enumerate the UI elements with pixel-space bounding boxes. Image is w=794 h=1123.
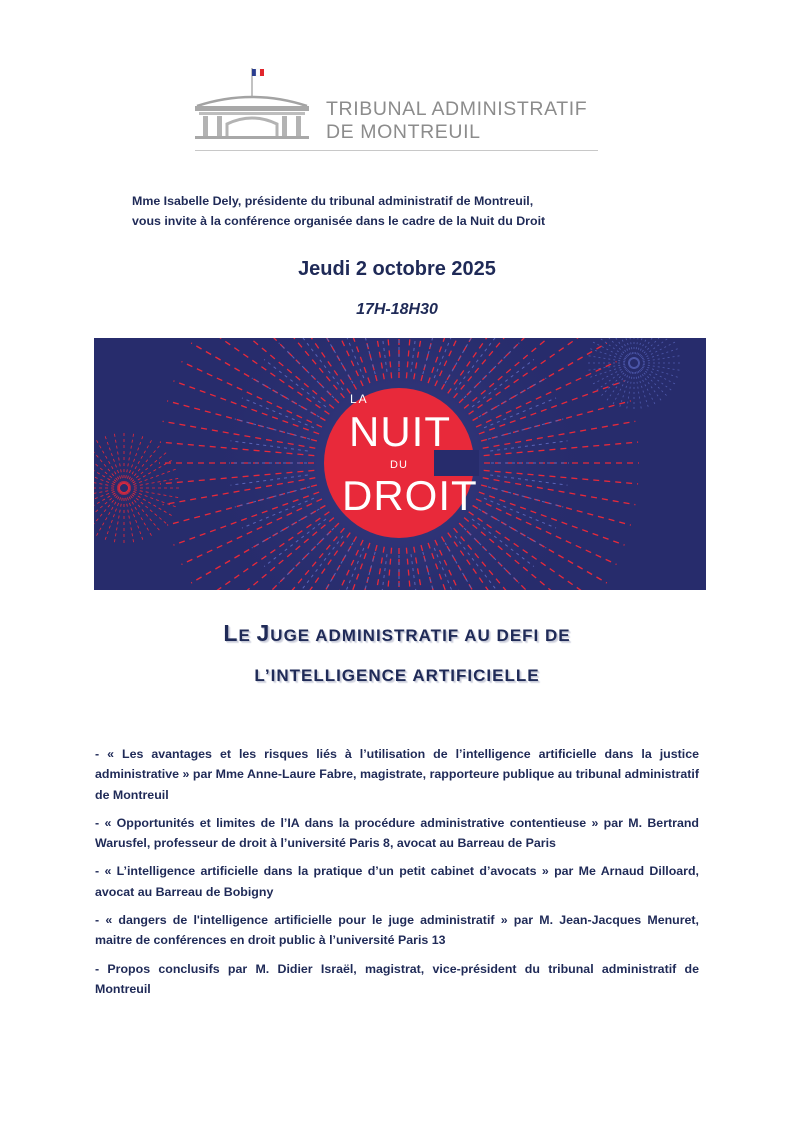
title-part-1: E <box>238 626 257 645</box>
banner-nuit: NUIT <box>349 408 451 455</box>
header-divider <box>195 150 598 151</box>
banner-la: LA <box>350 392 369 406</box>
program-item: - « Opportunités et limites de l’IA dans la procédure administrative contentieuse » par M. Bertrand Warusfel, professeur de droit à l’université Paris 8, avocat au Barreau de Paris <box>95 815 699 851</box>
tribunal-logo <box>195 66 598 152</box>
nuit-du-droit-banner <box>94 338 706 590</box>
title-cap-j: J <box>256 620 271 646</box>
logo-text <box>326 98 587 144</box>
courthouse-icon <box>195 66 325 146</box>
conference-title-line-2: L’INTELLIGENCE ARTIFICIELLE <box>254 666 540 685</box>
program-list <box>95 744 699 1007</box>
event-date: Jeudi 2 octobre 2025 <box>298 258 496 280</box>
program-item: - « dangers de l'intelligence artificielle pour le juge administratif » par M. Jean-Jacques Menuret, maitre de conférences en droit public à l’université Paris 13 <box>95 913 699 948</box>
event-time: 17H-18H30 <box>356 301 438 318</box>
program-item: - « L’intelligence artificielle dans la pratique d’un petit cabinet d’avocats » par Me Arnaud Dilloard, avocat au Barreau de Bobigny <box>95 864 699 899</box>
logo-line-2: DE MONTREUIL <box>326 121 481 143</box>
title-part-2: UGE ADMINISTRATIF AU DEFI DE <box>270 626 571 645</box>
title-cap-l: L <box>223 620 239 646</box>
logo-line-1: TRIBUNAL ADMINISTRATIF <box>326 98 588 120</box>
invitation-text <box>132 191 662 231</box>
invitation-line-1: Mme Isabelle Dely, présidente du tribunal administratif de Montreuil, <box>132 194 534 208</box>
conference-title-line-1 <box>0 620 794 647</box>
program-item: - Propos conclusifs par M. Didier Israël, magistrat, vice-président du tribunal administratif de Montreuil <box>95 961 699 996</box>
banner-artwork <box>94 338 706 590</box>
banner-droit: DROIT <box>342 472 478 519</box>
banner-du: DU <box>390 459 408 471</box>
invitation-line-2: vous invite à la conférence organisée dans le cadre de la Nuit du Droit <box>132 214 546 228</box>
program-item: - « Les avantages et les risques liés à l’utilisation de l’intelligence artificielle dans la justice administrative » par Mme Anne-Laure Fabre, magistrate, rapporteure publique au tribunal administratif de Montreuil <box>95 747 699 802</box>
